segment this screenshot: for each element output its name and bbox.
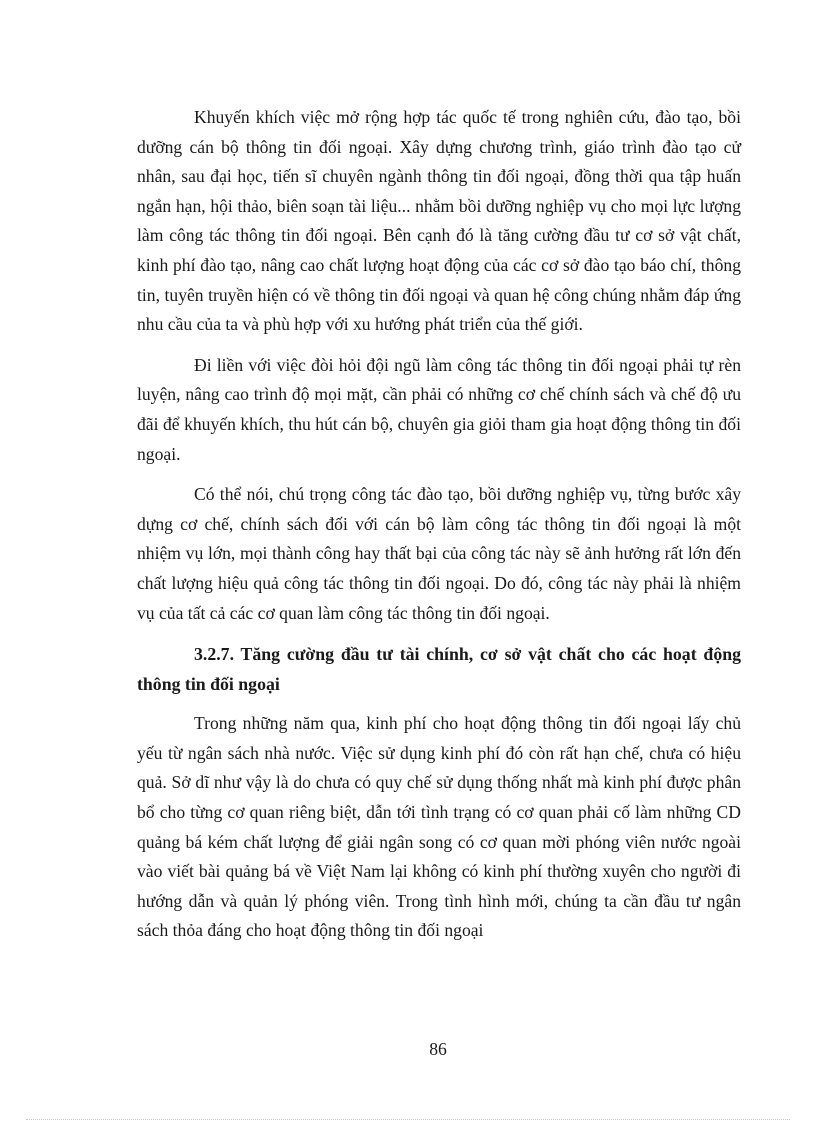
body-paragraph-3: Có thể nói, chú trọng công tác đào tạo, bồi dưỡng nghiệp vụ, từng bước xây dựng cơ chế, chính sách đối với cán bộ làm công tác thông tin đối ngoại là một nhiệm vụ lớn, mọi thành công hay thất bại của công tác này sẽ ảnh hưởng rất lớn đến chất lượng hiệu quả công tác thông tin đối ngoại. Do đó, công tác này phải là nhiệm vụ của tất cả các cơ quan làm công tác thông tin đối ngoại. bbox=[137, 484, 741, 623]
section-heading: 3.2.7. Tăng cường đầu tư tài chính, cơ sở vật chất cho các hoạt động thông tin đối ngoại bbox=[137, 644, 741, 694]
body-paragraph-1: Khuyến khích việc mở rộng hợp tác quốc tế trong nghiên cứu, đào tạo, bồi dưỡng cán bộ thông tin đối ngoại. Xây dựng chương trình, giáo trình đào tạo cử nhân, sau đại học, tiến sĩ chuyên ngành thông tin đối ngoại, đồng thời qua tập huấn ngắn hạn, hội thảo, biên soạn tài liệu... nhằm bồi dưỡng nghiệp vụ cho mọi lực lượng làm công tác thông tin đối ngoại. Bên cạnh đó là tăng cường đầu tư cơ sở vật chất, kinh phí đào tạo, nâng cao chất lượng hoạt động của các cơ sở đào tạo báo chí, thông tin, tuyên truyền hiện có về thông tin đối ngoại và quan hệ công chúng nhằm đáp ứng nhu cầu của ta và phù hợp với xu hướng phát triển của thế giới. bbox=[137, 107, 741, 335]
document-page bbox=[137, 103, 741, 957]
page-number: 86 bbox=[429, 1039, 447, 1059]
page-bottom-divider bbox=[26, 1119, 790, 1120]
body-paragraph-2: Đi liền với việc đòi hỏi đội ngũ làm công tác thông tin đối ngoại phải tự rèn luyện, nâng cao trình độ mọi mặt, cần phải có những cơ chế chính sách và chế độ ưu đãi để khuyến khích, thu hút cán bộ, chuyên gia giỏi tham gia hoạt động thông tin đối ngoại. bbox=[137, 354, 741, 464]
section-paragraph: Trong những năm qua, kinh phí cho hoạt động thông tin đối ngoại lấy chủ yếu từ ngân sách nhà nước. Việc sử dụng kinh phí đó còn rất hạn chế, chưa có hiệu quả. Sở dĩ như vậy là do chưa có quy chế sử dụng thống nhất mà kinh phí được phân bổ cho từng cơ quan riêng biệt, dẫn tới tình trạng có cơ quan phải cố làm những CD quảng bá kém chất lượng để giải ngân song có cơ quan mời phóng viên nước ngoài vào viết bài quảng bá về Việt Nam lại không có kinh phí thường xuyên cho người đi hướng dẫn và quản lý phóng viên. Trong tình hình mới, chúng ta cần đầu tư ngân sách thỏa đáng cho hoạt động thông tin đối ngoại bbox=[137, 713, 741, 941]
